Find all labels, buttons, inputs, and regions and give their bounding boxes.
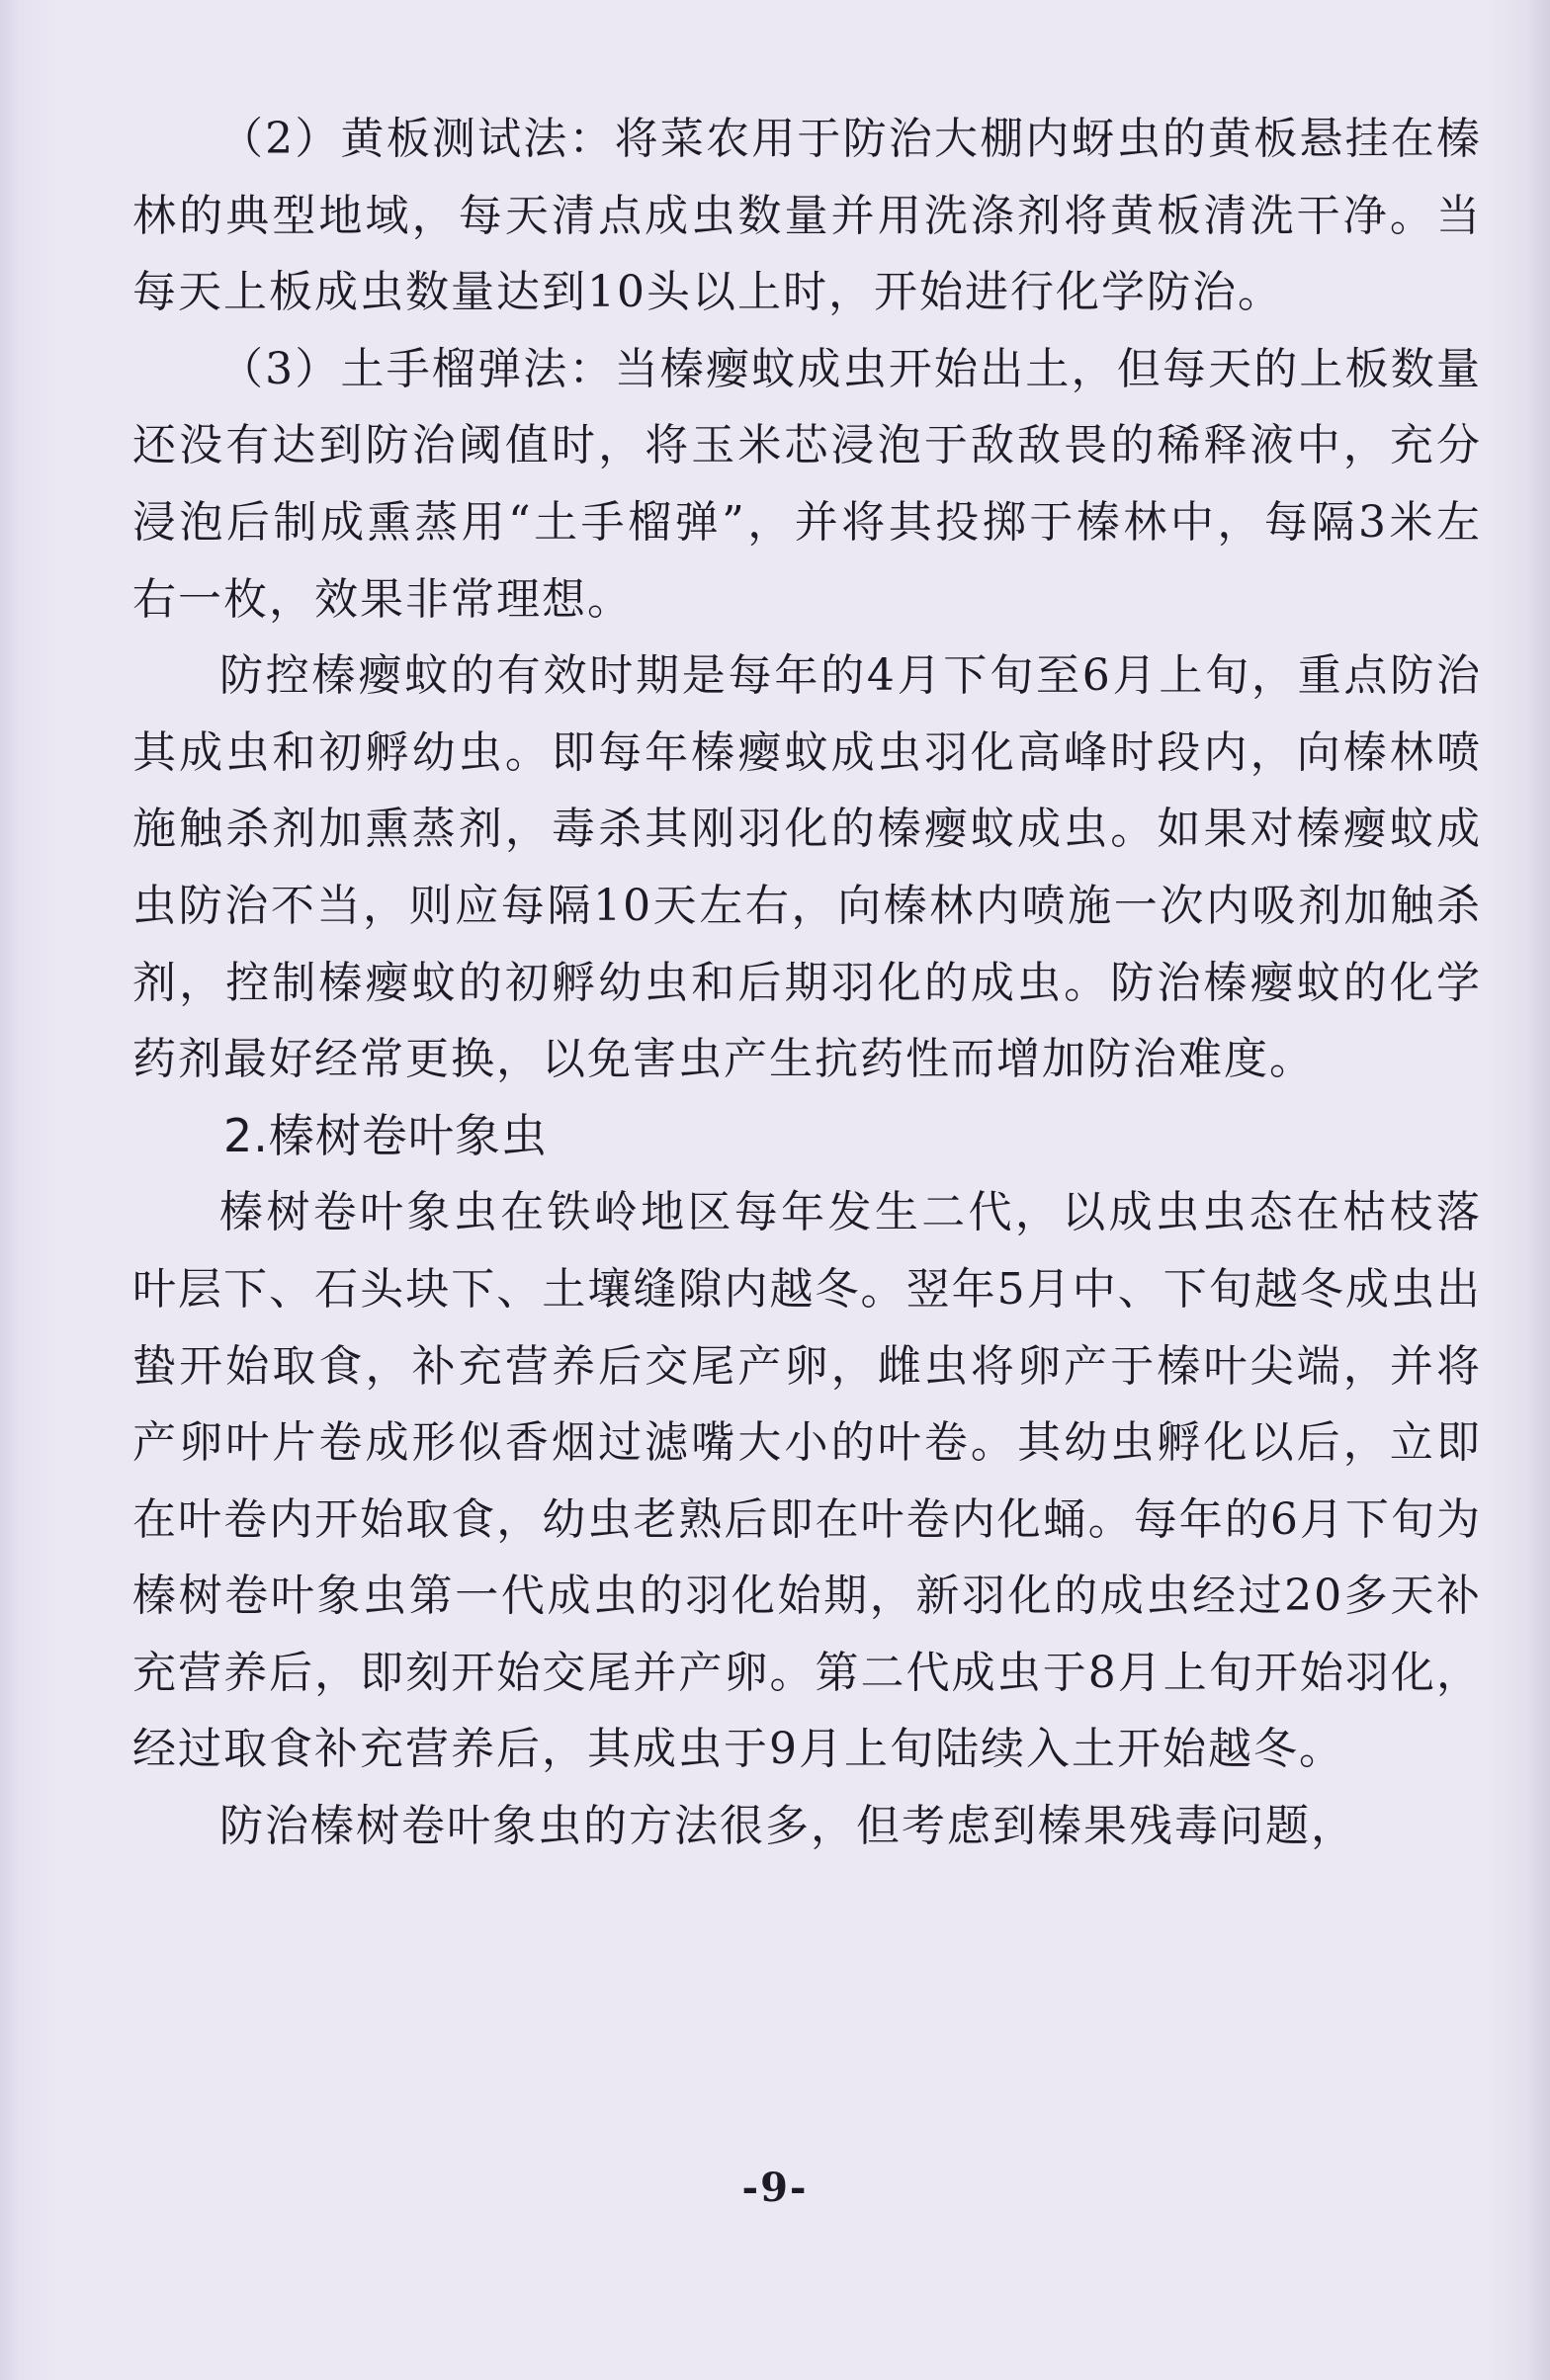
paragraph-yellow-board-method: （2）黄板测试法：将菜农用于防治大棚内蚜虫的黄板悬挂在榛林的典型地域，每天清点成虫数量并用洗涤剂将黄板清洗干净。当每天上板成虫数量达到10头以上时，开始进行化学防治。 [132,114,1482,318]
paragraph-grenade-method: （3）土手榴弹法：当榛瘿蚊成虫开始出土，但每天的上板数量还没有达到防治阈值时，将玉米芯浸泡于敌敌畏的稀释液中，充分浸泡后制成熏蒸用“土手榴弹”，并将其投掷于榛林中，每隔3米左右一枚，效果非常理想。 [132,343,1482,625]
body-text [132,101,1482,1865]
section-heading: 2.榛树卷叶象虫 [223,1108,548,1162]
page-number: -9- [741,2165,809,2211]
paragraph-weevil-lifecycle: 榛树卷叶象虫在铁岭地区每年发生二代，以成虫虫态在枯枝落叶层下、石头块下、土壤缝隙内越冬。翌年5月中、下旬越冬成虫出蛰开始取食，补充营养后交尾产卵，雌虫将卵产于榛叶尖端，并将产卵叶片卷成形似香烟过滤嘴大小的叶卷。其幼虫孵化以后，立即在叶卷内开始取食，幼虫老熟后即在叶卷内化蛹。每年的6月下旬为榛树卷叶象虫第一代成虫的羽化始期，新羽化的成虫经过20多天补充营养后，即刻开始交尾并产卵。第二代成虫于8月上旬开始羽化，经过取食补充营养后，其成虫于9月上旬陆续入土开始越冬。 [132,1187,1482,1775]
paragraph-weevil-control: 防治榛树卷叶象虫的方法很多，但考虑到榛果残毒问题， [219,1801,1356,1852]
paragraph-control-period: 防控榛瘿蚊的有效时期是每年的4月下旬至6月上旬，重点防治其成虫和初孵幼虫。即每年榛瘿蚊成虫羽化高峰时段内，向榛林喷施触杀剂加熏蒸剂，毒杀其刚羽化的榛瘿蚊成虫。如果对榛瘿蚊成虫防治不当，则应每隔10天左右，向榛林内喷施一次内吸剂加触杀剂，控制榛瘿蚊的初孵幼虫和后期羽化的成虫。防治榛瘿蚊的化学药剂最好经常更换，以免害虫产生抗药性而增加防治难度。 [132,650,1482,1085]
